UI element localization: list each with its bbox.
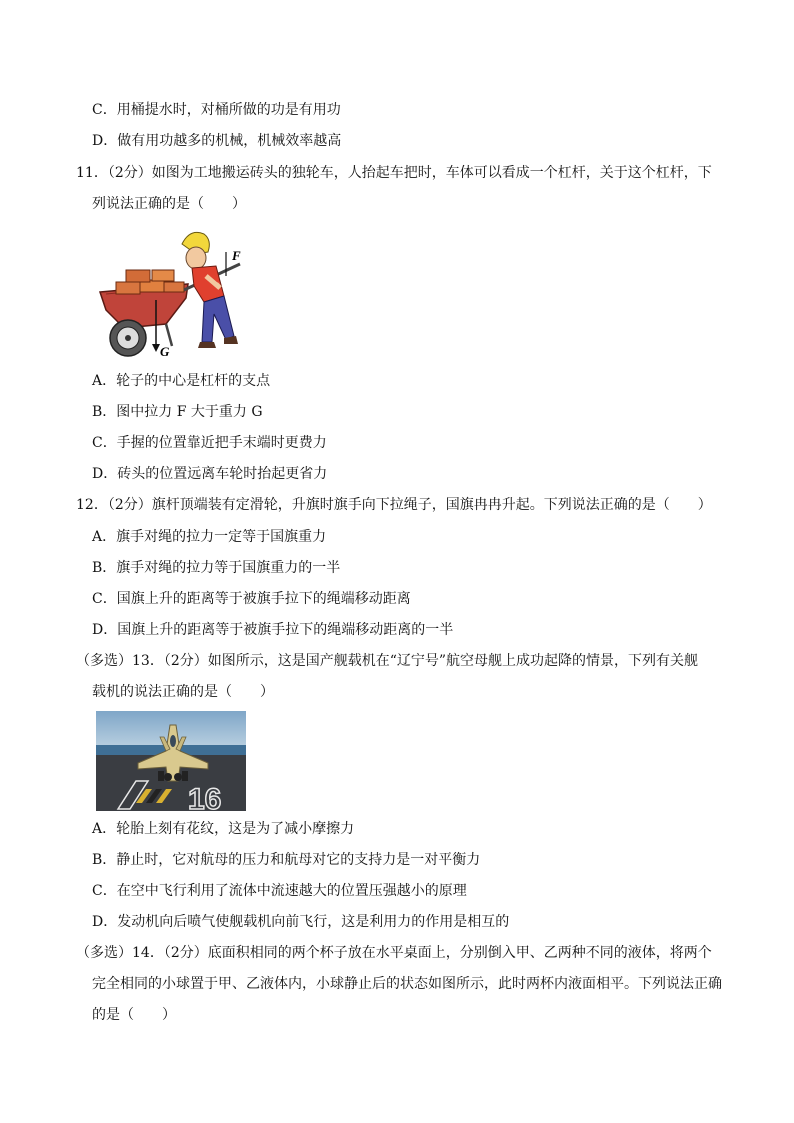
q13-stem-line1: （多选）13．（2分）如图所示，这是国产舰载机在“辽宁号”航空母舰上成功起降的情景，下列有关舰	[76, 653, 699, 669]
q14-stem-line3: 的是（ ）	[92, 1007, 176, 1023]
brick	[126, 270, 150, 282]
q11-option-a: A．轮子的中心是杠杆的支点	[92, 373, 271, 389]
q11-option-d: D．砖头的位置远离车轮时抬起更省力	[92, 466, 328, 482]
worker-head	[186, 247, 206, 269]
q10-option-c: C．用桶提水时，对桶所做的功是有用功	[92, 102, 341, 118]
q13-stem-line2: 载机的说法正确的是（ ）	[92, 684, 274, 700]
q11-option-c: C．手握的位置靠近把手末端时更费力	[92, 435, 327, 451]
q11-stem-line1: 11．（2分）如图为工地搬运砖头的独轮车，人抬起车把时，车体可以看成一个杠杆，关于这个杠杆，下	[76, 165, 712, 181]
deck-number: 16	[188, 783, 222, 811]
q11-stem-line2: 列说法正确的是（ ）	[92, 196, 246, 212]
wheelbarrow-figure	[96, 224, 246, 360]
q10-option-d: D．做有用功越多的机械，机械效率越高	[92, 133, 342, 149]
q14-stem-line1: （多选）14．（2分）底面积相同的两个杯子放在水平桌面上，分别倒入甲、乙两种不同的液体，将两个	[76, 945, 712, 961]
worker-pants	[202, 296, 234, 342]
brick	[116, 282, 140, 294]
brick	[152, 270, 174, 281]
q13-option-a: A．轮胎上刻有花纹，这是为了减小摩擦力	[92, 821, 355, 837]
wheelbarrow-illustration	[96, 224, 246, 360]
q12-option-a: A．旗手对绳的拉力一定等于国旗重力	[92, 529, 327, 545]
q12-option-d: D．国旗上升的距离等于被旗手拉下的绳端移动距离的一半	[92, 622, 454, 638]
q14-stem-line2: 完全相同的小球置于甲、乙液体内，小球静止后的状态如图所示，此时两杯内液面相平。下列说法正确	[92, 976, 722, 992]
carrier-jet-figure	[96, 711, 246, 811]
q13-option-c: C．在空中飞行利用了流体中流速越大的位置压强越小的原理	[92, 883, 467, 899]
label-f: F	[232, 248, 241, 263]
carrier-jet-photo	[96, 711, 246, 811]
brick	[164, 282, 184, 292]
q13-option-d: D．发动机向后喷气使舰载机向前飞行，这是利用力的作用是相互的	[92, 914, 510, 930]
q12-option-b: B．旗手对绳的拉力等于国旗重力的一半	[92, 560, 341, 576]
q11-option-b: B．图中拉力 F 大于重力 G	[92, 404, 263, 420]
q12-stem: 12．（2分）旗杆顶端装有定滑轮，升旗时旗手向下拉绳子，国旗冉冉升起。下列说法正确的是（ ）	[76, 497, 712, 513]
label-g: G	[160, 344, 170, 359]
q12-option-c: C．国旗上升的距离等于被旗手拉下的绳端移动距离	[92, 591, 411, 607]
q13-option-b: B．静止时，它对航母的压力和航母对它的支持力是一对平衡力	[92, 852, 481, 868]
